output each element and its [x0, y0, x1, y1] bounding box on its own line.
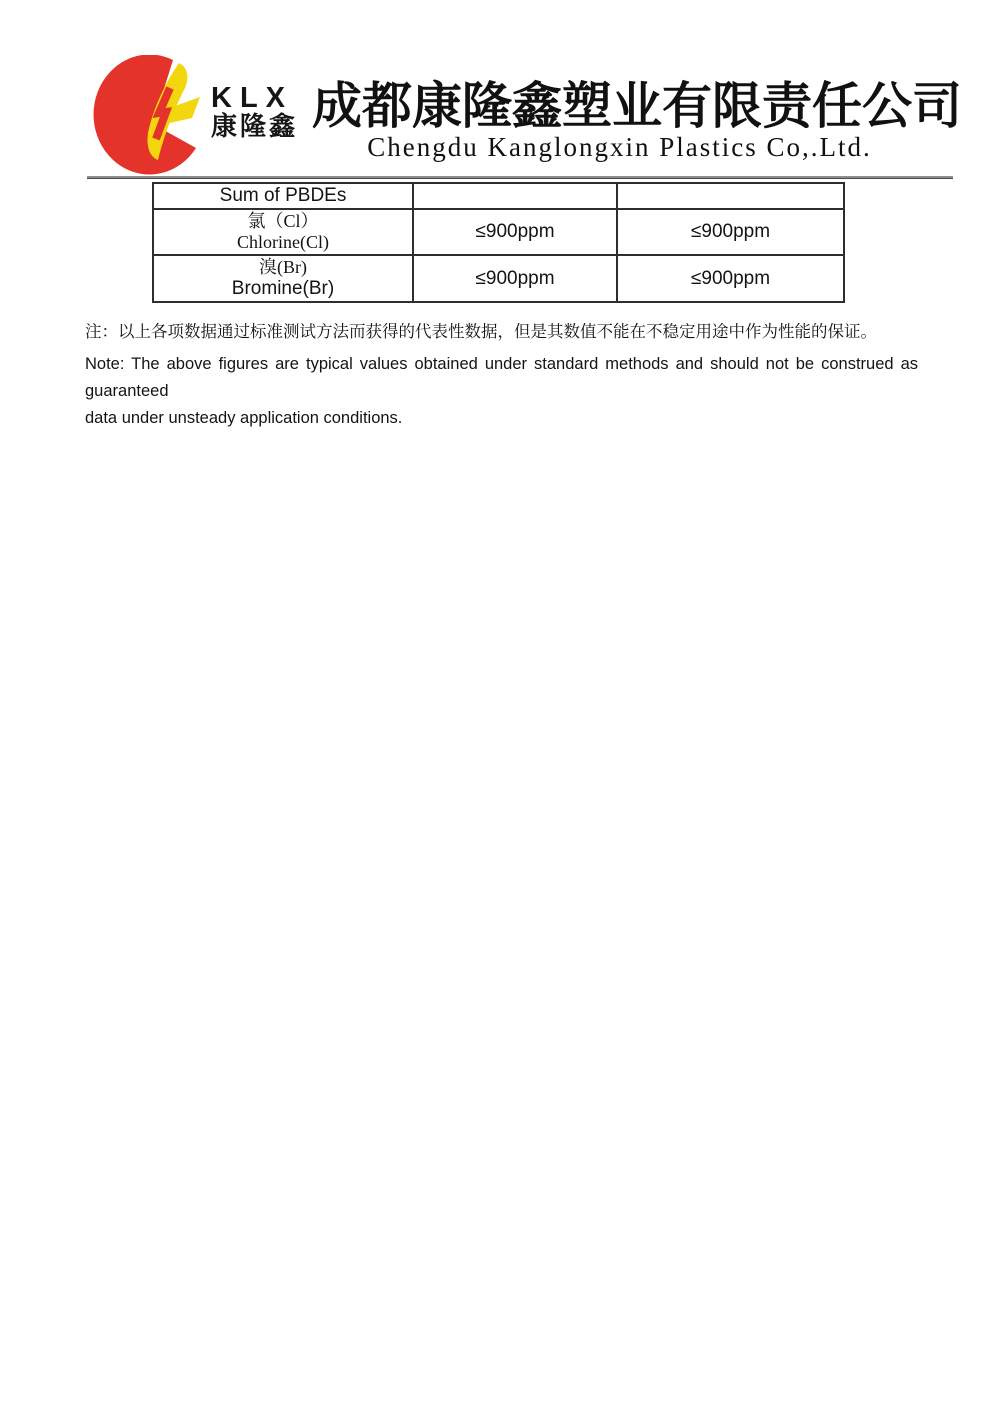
note-english-line1: Note: The above figures are typical values obtained under standard methods and should not be construed as guaranteed: [85, 355, 918, 400]
header-divider: [87, 176, 953, 179]
brand-acronym: KLX: [211, 82, 293, 114]
cell-parameter-chlorine: [153, 209, 413, 255]
spec-table: [152, 182, 845, 303]
note-chinese: 注：以上各项数据通过标准测试方法而获得的代表性数据，但是其数值不能在不稳定用途中作为性能的保证。: [85, 322, 877, 341]
klx-logo-icon: [93, 55, 221, 179]
parameter-label-cn: 氯（Cl）: [247, 211, 319, 231]
company-title-block: [312, 78, 962, 162]
parameter-label: Sum of PBDEs: [219, 185, 347, 206]
cell-value-2: [617, 255, 844, 302]
value-text: ≤900ppm: [475, 267, 555, 289]
parameter-label-en: Chlorine(Cl): [237, 232, 329, 252]
company-name-chinese: 成都康隆鑫塑业有限责任公司: [312, 78, 962, 134]
note-english-line2: data under unsteady application conditions.: [85, 409, 403, 427]
brand-chinese-name: 康隆鑫: [211, 112, 299, 141]
notes-section: [85, 320, 918, 432]
table-row-sum-of-pbdes: [153, 183, 844, 209]
cell-parameter-bromine: [153, 255, 413, 302]
cell-value-1: [413, 209, 617, 255]
value-text: ≤900ppm: [690, 221, 771, 242]
table-row-bromine: [153, 255, 844, 302]
cell-value-1: [413, 255, 617, 302]
value-text: ≤900ppm: [690, 267, 771, 289]
brand-block: [211, 84, 311, 142]
value-text: ≤900ppm: [475, 221, 555, 242]
cell-value-2: [617, 183, 844, 209]
cell-value-2: [617, 209, 844, 255]
cell-value-1: [413, 183, 617, 209]
table-row-chlorine: [153, 209, 844, 255]
parameter-label-cn: 溴(Br): [259, 257, 307, 277]
company-name-english: Chengdu Kanglongxin Plastics Co,.Ltd.: [367, 132, 872, 162]
parameter-label-en: Bromine(Br): [231, 278, 335, 299]
cell-parameter-sum-of-pbdes: [153, 183, 413, 209]
